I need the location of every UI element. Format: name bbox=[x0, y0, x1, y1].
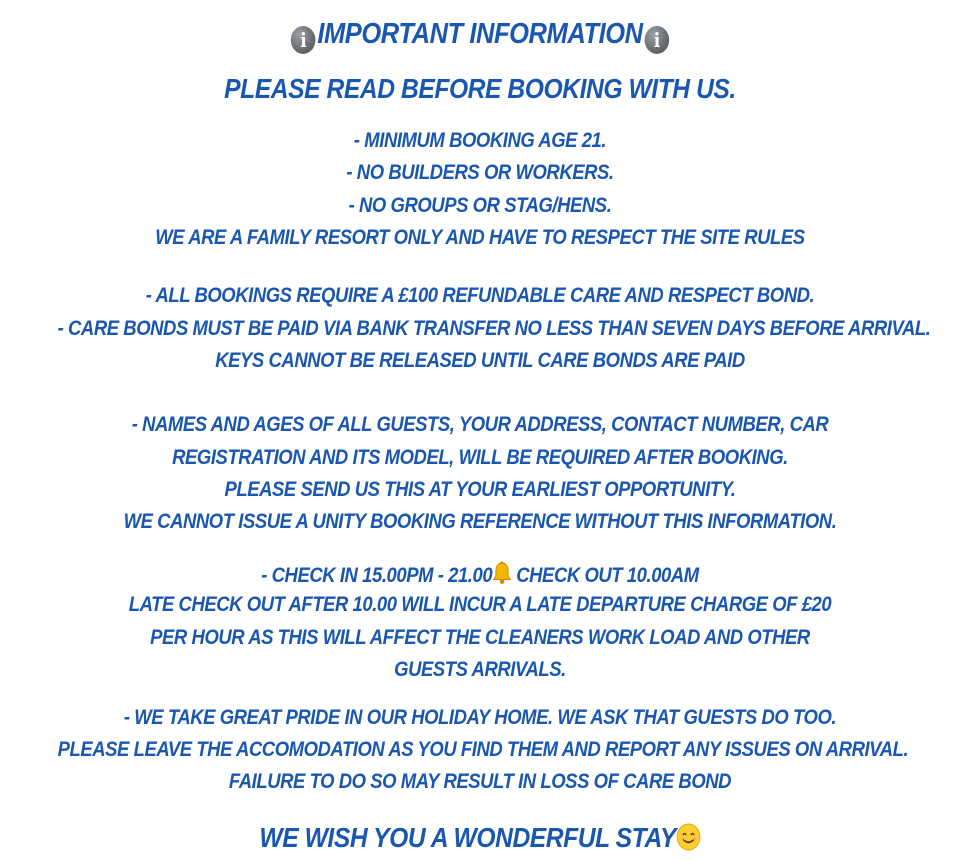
checkin-text: - CHECK IN 15.00PM - 21.00 bbox=[261, 564, 493, 587]
smiling-face-icon bbox=[676, 823, 701, 851]
guest-info-line: PLEASE SEND US THIS AT YOUR EARLIEST OPPORTUNITY. bbox=[224, 478, 736, 501]
pride-line: - WE TAKE GREAT PRIDE IN OUR HOLIDAY HOME. WE ASK THAT GUESTS DO TOO. bbox=[123, 706, 837, 729]
rule-line: - MINIMUM BOOKING AGE 21. bbox=[353, 129, 607, 152]
info-icon: i bbox=[291, 26, 316, 54]
guest-info-line: REGISTRATION AND ITS MODEL, WILL BE REQUIRED AFTER BOOKING. bbox=[172, 446, 788, 469]
checkout-policy-line: GUESTS ARRIVALS. bbox=[394, 658, 566, 681]
closing-line bbox=[58, 822, 903, 854]
bond-line: - CARE BONDS MUST BE PAID VIA BANK TRANSFER NO LESS THAN SEVEN DAYS BEFORE ARRIVAL. bbox=[57, 317, 931, 340]
bell-icon bbox=[492, 561, 511, 585]
bond-line: KEYS CANNOT BE RELEASED UNTIL CARE BONDS ARE PAID bbox=[215, 349, 745, 372]
pride-line: PLEASE LEAVE THE ACCOMODATION AS YOU FIND THEM AND REPORT ANY ISSUES ON ARRIVAL. bbox=[57, 738, 909, 761]
subtitle: PLEASE READ BEFORE BOOKING WITH US. bbox=[224, 73, 736, 104]
checkout-policy-line: LATE CHECK OUT AFTER 10.00 WILL INCUR A LATE DEPARTURE CHARGE OF £20 bbox=[128, 593, 832, 616]
guest-info-line: - NAMES AND AGES OF ALL GUESTS, YOUR ADDRESS, CONTACT NUMBER, CAR bbox=[131, 413, 829, 436]
guest-info-line: WE CANNOT ISSUE A UNITY BOOKING REFERENCE WITHOUT THIS INFORMATION. bbox=[123, 510, 837, 533]
info-icon: i bbox=[644, 26, 669, 54]
rule-line: - NO BUILDERS OR WORKERS. bbox=[346, 161, 614, 184]
pride-line: FAILURE TO DO SO MAY RESULT IN LOSS OF CARE BOND bbox=[228, 770, 732, 793]
rule-line: - NO GROUPS OR STAG/HENS. bbox=[348, 194, 612, 217]
bond-line: - ALL BOOKINGS REQUIRE A £100 REFUNDABLE CARE AND RESPECT BOND. bbox=[145, 284, 815, 307]
page-title: IMPORTANT INFORMATION bbox=[317, 18, 643, 50]
title-line bbox=[58, 18, 903, 54]
checkout-text: CHECK OUT 10.00AM bbox=[516, 564, 699, 587]
closing-text: WE WISH YOU A WONDERFUL STAY bbox=[259, 822, 676, 853]
checkin-line bbox=[58, 561, 903, 588]
rule-line: WE ARE A FAMILY RESORT ONLY AND HAVE TO RESPECT THE SITE RULES bbox=[155, 226, 805, 249]
checkout-policy-line: PER HOUR AS THIS WILL AFFECT THE CLEANERS WORK LOAD AND OTHER bbox=[150, 626, 810, 649]
